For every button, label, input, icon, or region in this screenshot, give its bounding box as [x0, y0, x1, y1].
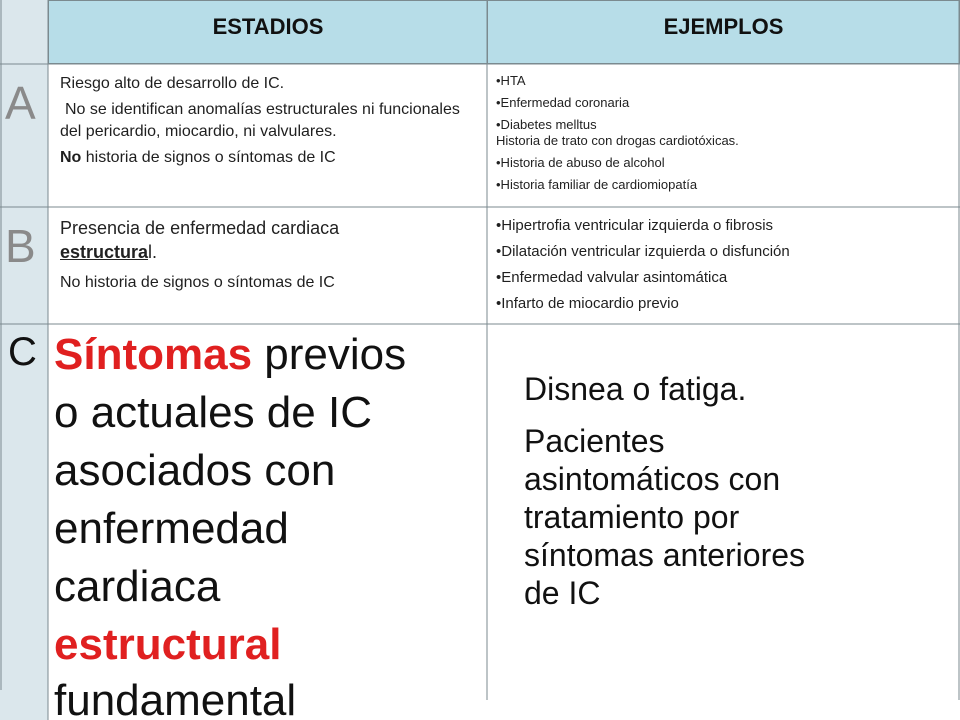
estadio-a-no-bold: No — [60, 149, 82, 166]
ejemplo-b-item: •Dilatación ventricular izquierda o disfunción — [496, 243, 790, 260]
ejemplo-b-item: •Enfermedad valvular asintomática — [496, 269, 728, 286]
ejemplos-b-list — [496, 216, 956, 314]
estadio-b-line1c: l. — [148, 242, 158, 262]
estadio-b-estructura-underlined: estructura — [60, 242, 149, 262]
ejemplo-a-item: •Historia de abuso de alcohol — [496, 155, 665, 170]
estadio-a-line1: Riesgo alto de desarrollo de IC. — [60, 75, 285, 92]
stage-letter-a: A — [5, 77, 36, 129]
ejemplo-a-item: •Enfermedad coronaria — [496, 95, 630, 110]
header-estadios — [48, 0, 488, 64]
ejemplo-c-line1: Disnea o fatiga. — [524, 371, 747, 407]
ejemplos-a-list — [496, 73, 956, 193]
ejemplo-c-line4: tratamiento por — [524, 499, 740, 535]
estadio-a-line2: No se identifican anomalías estructurales ni funcionales del pericardio, miocardio, ni valvulares. — [60, 101, 460, 140]
estadio-c-line1-rest: previos — [252, 330, 407, 379]
ejemplo-c-line5: síntomas anteriores — [524, 537, 806, 573]
estadio-c-estructural-red: estructural — [54, 620, 282, 669]
ejemplo-a-item: •Historia familiar de cardiomiopatía — [496, 177, 698, 192]
ejemplo-a-item: Historia de trato con drogas cardiotóxicas. — [496, 133, 739, 148]
ejemplo-a-item: •Diabetes melltus — [496, 117, 597, 132]
estadio-c-line5: cardiaca — [54, 562, 221, 611]
stage-letter-c: C — [8, 330, 37, 374]
estadio-c-line3: asociados con — [54, 446, 336, 495]
ejemplo-c-line6: de IC — [524, 575, 601, 611]
estadio-c-sintomas-red: Síntomas — [54, 330, 253, 379]
estadio-b-line1b — [60, 240, 480, 264]
estadio-a-line3 — [60, 147, 480, 169]
ejemplo-a-item: •HTA — [496, 73, 526, 88]
estadio-c-line6 — [54, 618, 486, 672]
estadio-c-line1 — [54, 328, 486, 382]
ejemplo-c-line3: asintomáticos con — [524, 461, 781, 497]
estadio-a-line3-rest: historia de signos o síntomas de IC — [81, 149, 336, 166]
estadio-b-line1a: Presencia de enfermedad cardiaca — [60, 218, 340, 238]
estadio-c-text — [54, 328, 486, 720]
estadio-c-line2: o actuales de IC — [54, 388, 372, 437]
estadio-c-line4: enfermedad — [54, 504, 289, 553]
ejemplo-b-item: •Hipertrofia ventricular izquierda o fibrosis — [496, 217, 774, 234]
estadio-b-line2: No historia de signos o síntomas de IC — [60, 274, 335, 291]
header-ejemplos-label: EJEMPLOS — [663, 14, 784, 39]
header-ejemplos — [487, 0, 960, 64]
stage-letter-b: B — [5, 220, 36, 272]
ejemplos-c-text — [524, 370, 954, 612]
header-estadios-label: ESTADIOS — [212, 14, 324, 39]
ejemplo-b-item: •Infarto de miocardio previo — [496, 295, 679, 312]
estadio-c-line7: fundamental — [54, 676, 297, 720]
estadio-b-text — [60, 216, 480, 294]
ejemplo-c-line2: Pacientes — [524, 423, 665, 459]
estadio-a-text — [60, 73, 480, 169]
